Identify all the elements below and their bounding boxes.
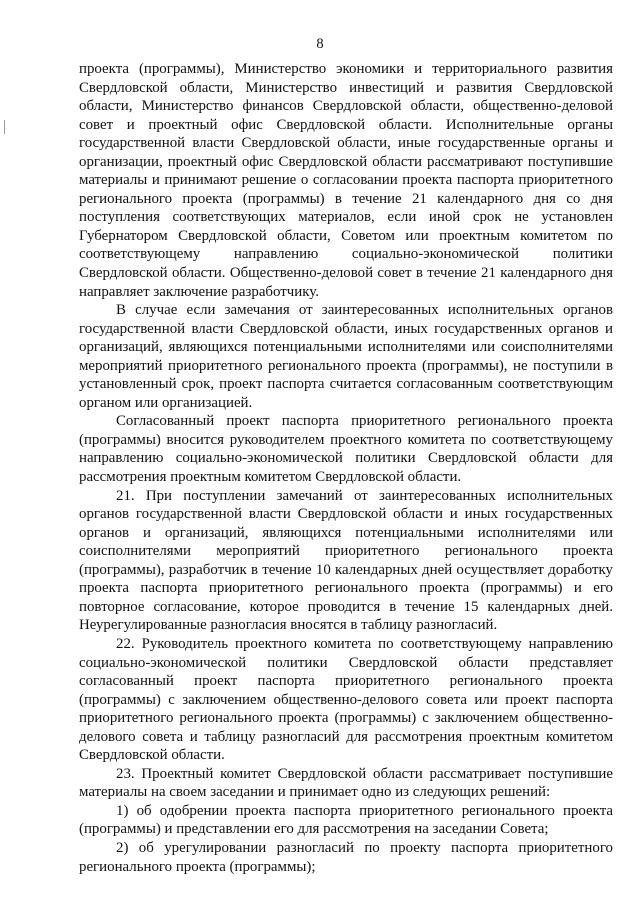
paragraph-approved-draft: Согласованный проект паспорта приоритетного регионального проекта (программы) вносится руководителем проектного комитета по соответствующему направлению социально-экономической политики Свердловской области для рассмотрения проектным комитетом Свердловской области.	[79, 413, 613, 486]
paragraph-no-objections: В случае если замечания от заинтересованных исполнительных органов государственной власти Свердловской области, иных государственных органов и организаций, являющихся потенциальными исполнителями или соисполнителями мероприятий приоритетного регионального проекта (программы), не поступили в установленный срок, проект паспорта считается согласованным соответствующим органом или организацией.	[79, 302, 613, 411]
paragraph-item-22: 22. Руководитель проектного комитета по соответствующему направлению социально-экономической политики Свердловской области представляет согласованный проект паспорта приоритетного регионального проекта (программы) с заключением общественно-делового совета или проект паспорта приоритетного регионального проекта (программы) с заключением общественно-делового совета и таблицу разногласий для рассмотрения проектным комитетом Свердловской области.	[79, 635, 613, 764]
document-body	[79, 60, 613, 876]
paragraph-continuation: проекта (программы), Министерство экономики и территориального развития Свердловской области, Министерство инвестиций и развития Свердловской области, Министерство финансов Свердловской области, общественно-деловой совет и проектный офис Свердловской области. Исполнительные органы государственной власти Свердловской области, иные государственные органы и организации, проектный офис Свердловской области рассматривают поступившие материалы и принимают решение о согласовании проекта паспорта приоритетного регионального проекта (программы) в течение 21 календарного дня со дня поступления соответствующих материалов, если иной срок не установлен Губернатором Свердловской области, Советом или проектным комитетом по соответствующему направлению социально-экономической политики Свердловской области. Общественно-деловой совет в течение 21 календарного дня направляет заключение разработчику.	[79, 61, 613, 300]
paragraph-item-21: 21. При поступлении замечаний от заинтересованных исполнительных органов государственной власти Свердловской области и иных государственных органов и организаций, являющихся потенциальными исполнителями или соисполнителями мероприятий приоритетного регионального проекта (программы), разработчик в течение 10 календарных дней осуществляет доработку проекта паспорта приоритетного регионального проекта (программы) и его повторное согласование, которое проводится в течение 15 календарных дней. Неурегулированные разногласия вносятся в таблицу разногласий.	[79, 487, 613, 634]
page-number: 8	[316, 36, 324, 52]
paragraph-subitem-1: 1) об одобрении проекта паспорта приоритетного регионального проекта (программы) и представлении его для рассмотрения на заседании Совета;	[79, 802, 613, 838]
paragraph-item-23: 23. Проектный комитет Свердловской области рассматривает поступившие материалы на своем заседании и принимает одно из следующих решений:	[79, 765, 613, 801]
margin-mark	[4, 120, 5, 134]
paragraph-subitem-2: 2) об урегулировании разногласий по проекту паспорта приоритетного регионального проекта (программы);	[79, 839, 613, 875]
